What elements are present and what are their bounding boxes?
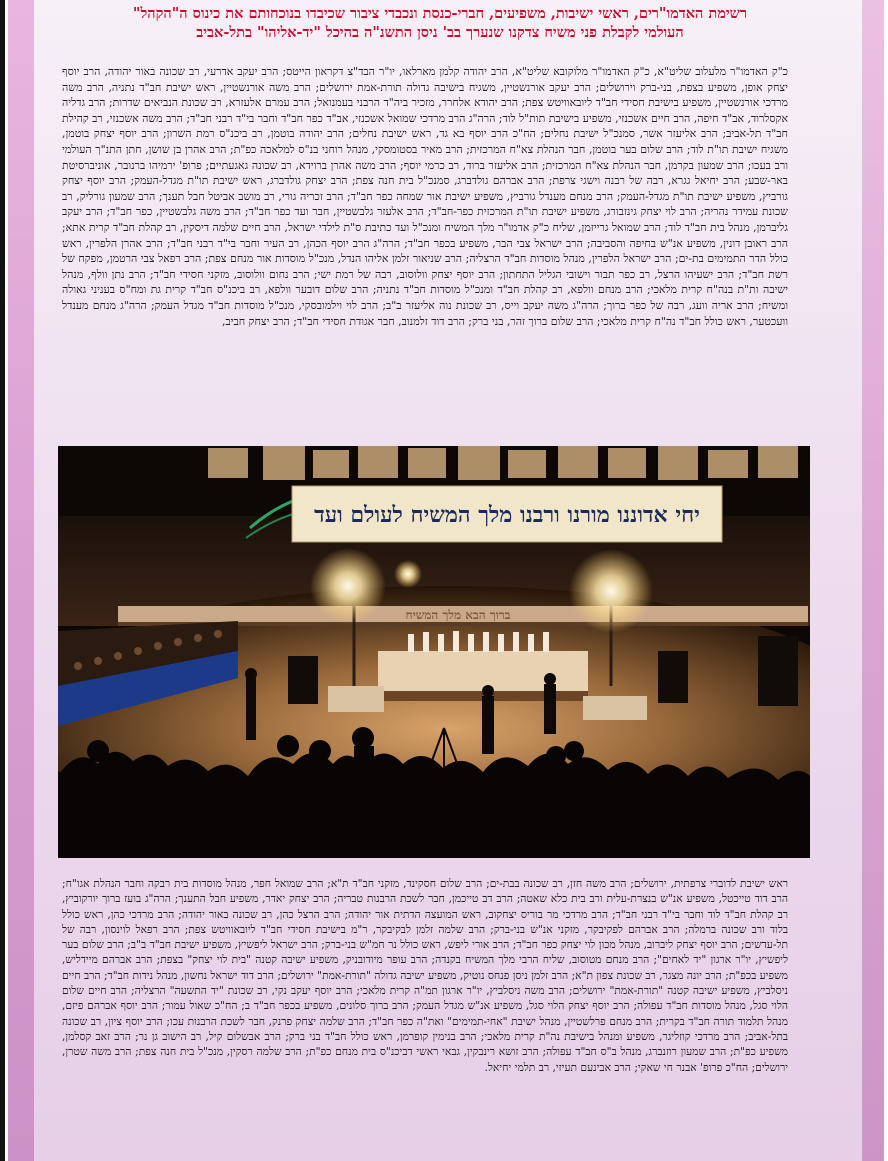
left-decorative-stripe <box>8 0 34 1161</box>
stage-light-left <box>310 548 386 624</box>
attendees-list-top: כ"ק האדמו"ר מלעלוב שליט"א, כ"ק האדמו"ר מלוקובא שליט"א, הרב יהודה קלמן מארלאו, יו"ר הבד"צ דקראון הייטס; הרב יעקב אדרעי, רב שכונה באור יהודה, הרב יוסף יצחק אופן, משפיע בצפת, בני-ברק וירושלים; הרב יעקב אורנשטיין, משגיח בישיבה גדולה תורת-אמת ירושלים; הרב משה אורנשטיין, ראש ישיבת חב"ד נתניה, הרב משה מרדכי אורנשטיין, משפיע בישיבת חסידי חב"ד ליובאוויטש צפת; הרב יהודא אלחרר, מזכיר ביה"ד הרבני בעמנואל; הרב עמרם אלעזרא, רב שכונת הנביאים שדרות; הרב גדליה אקסלרוד, אב"ד חיפה, הרב חיים אשכנזי, משפיע בישיבת תות"ל לוד; הרה"ג הרב מרדכי שמואל אשכנזי, אב"ד כפר חב"ד וחבר בי"ד רבני חב"ד; הרב משה אשכנזי, רב קהילת חב"ד תל-אביב; הרב אליעזר אשר, סמנכ"ל ישיבת נחלים; הח"כ הרב יוסף בא גד, ראש ישיבת נחלים; הרב יהודה בוטמן, רב ביכנ"ס רמת השרון; הרב יוסף יצחק בוטמן, משגיח ישיבת תו"ת לוד; הרב שלום בער בוטמן, חבר הנהלת צא"ח המרכזית; הרב מאיר בסטומסקי, מנהל רוחני בנ"ס למלאכה כפ"ת; הרב אהרן בן שושן, חתן התנ"ך העולמי ורב בעכו; הרב שמעון בקרמן, חבר הנהלת צא"ח המרכזית; הרב אליעזר ברוד, רב כרמי יוסף; הרב משה אהרן ברוידא, רב שכונה גאגעתיים; פרופ' ירמיהו ברנובר, אוניברסיטת באר-שבע; הרב יחיאל גגרא, רבה של רבנה וישגי צרפת; הרב אברהם גולדברג, סמנכ"ל בית חנה צפת; הרב יצחק גולדברג, ראש ישיבת תו"ת מגדל-העמק; הרב יוסף יצחק גורביץ, משפיע ישיבת תו"ת מגדל-העמק; הרב מנחם מענדל גורביץ, משפיע ישיבת אור שמחה כפר חב"ד; הרב זכריה גורי, רב מושב אביטל חבל תענך; הרב שמעון גורליק, רב שכונת עמידר נהריה; הרב לוי יצחק גינזבורג, משפיע ישיבת תו"ת המרכזית כפר-חב"ד; הרב אלעזר גלבשטיין, חבר ועד כפר חב"ד; הרב משה גלבשטיין, כפר חב"ד; הרב יעקב גליברמן, מנהל בית חב"ד לוד; הרב שמואל גרייזמן, שליח כ"ק אדמו"ר מלך המשיח ומנכ"ל ועד כתיבת ס"ת לילדי ישראל, הרב חיים שלמה דיסקין, רב קהלת חב"ד קרית אתא; הרב ראובן דונין, משפיע אנ"ש בחיפה והסביבה; הרב ישראל צבי הבר, משפיע בכפר חב"ד; הרה"ג הרב יוסף הכהן, רב העיר וחבר בי"ד רבני חב"ד; הרב אהרן הלפרין, ראש כולל הדר התמימים בת-ים; הרב ישראל הלפרין, מנהל מוסדות חב"ד הרצליה; הרב שניאור זלמן אליהו הנדל, מנכ"ל מוסדות אור מנחם צפת; הרב רפאל צבי הרטמן, מפקח של רשת חב"ד; הרב ישעיהו הרצל, רב כפר תבור וישובי הגליל התחתון; הרב יוסף יצחק וולוסוב, רבה של רמת ישי; הרב נחום וולוסוב, מזקני חסידי חב"ד; הרב נתן וולף, מנהל ישיבה ות"ת בנה"ח קרית מלאכי; הרב מנחם וולפא, רב קהלת חב"ד ומנכ"ל מוסדות חב"ד נתניה; הרב שלום דובער וולפא, רב ביכנ"ס חב"ד קרית גת ומח"ס בעניני גאולה ומשיח; הרב אריה וועג, רבה של כפר ברוך; הרה"ג משה יעקב וייס, רב שכונת נוה אליעזר ב"ב; הרב לוי וילמובסקי, מנכ"ל מוסדות חב"ד מגדל העמק; הרה"ג מנחם מענדל וועכטער, ראש כולל חב"ד נה"ח קרית מלאכי; הרב שלום ברוך זהר, בני ברק; הרב דוד זלמנוב, חבר אגודת חסידי חב"ד; הרב יצחק חביב, <box>62 65 788 328</box>
scan-edge <box>0 0 5 1161</box>
right-decorative-stripe <box>862 0 884 1161</box>
hall-banner <box>292 486 722 542</box>
event-photo <box>58 446 810 858</box>
stage-light-right <box>569 549 653 633</box>
header-line-1: רשימת האדמו"רים, ראשי ישיבות, משפיעים, חברי-כנסת ונכבדי ציבור שכיבדו בנוכחותם את כינוס ה"הקהל" <box>132 5 748 22</box>
header-line-2: העולמי לקבלת פני משיח צדקנו שנערך בב' ניסן התשנ"ה בהיכל "יד-אליהו" בתל-אביב <box>196 24 684 41</box>
page-header <box>40 4 840 42</box>
rail-sign: ברוך הבא מלך המשיח <box>405 608 511 622</box>
attendees-list-bottom: ראש ישיבת לדוברי צרפתית, ירושלים; הרב משה חזן, רב שכונה בבת-ים; הרב שלום חסקינד, מזקני חב"ד ת"א; הרב שמואל חפר, מנהל מוסדות בית רבקה וחבר הנהלת אגו"ח; הרב דוד טייכטל, משפיע אנ"ש בנצרת-עלית ורב בית כלא שאטה; הרב דב טייכמן, חבר לשכת הרבנות טבריה; הרב יצחק יאדר, משפיע חבל התענך; הרה"ג בועז ברוך יורקוביץ, רב קהלת חב"ד לוד וחבר בי"ד רבני חב"ד; הרב מרדכי מר בוריס יצחקוב, ראש המועצה הדתית אור יהודה; הרב הרצל כהן, רב שכונה באור יהודה; הרב מרדכי כהן, ראש כולל בלוד ורב שכונה ברמלה; הרב אברהם לפקיבקר, מזקני אנ"ש בני-ברק; הרב שלמה זלמן לבקיבקר, ר"מ בישיבת חסידי חב"ד ליובאוויטש צפת; הרב רפאל לוינסון, רבה של תל-עדשים; הרב יוסף יצחק ליברוב, מנהל מכון לוי יצחק כפר חב"ד; הרב אורי ליפש, ראש כולל נר חמ"ש בני-ברק; הרב ישראל ליפשיץ, משפיע ישיבת חב"ד ב"ב; הרב שלום בער ליפשיץ, יו"ר ארגון "יד לאחים"; הרב מנחם מטוסוב, שליח הרבי מלך המשיח בקנדה; הרב עופר מיודובניק, משפיע ישיבה קטנה "בית לוי יצחק" בצפת; הרב אברהם מיידליש, משפיע בכפ"ת; הרב יונה מצגר, רב שכונת צפון ת"א; הרב זלמן ניסן פנחס נוטיק, משפיע ישיבה גדולה "תורת-אמת" ירושלים; הרב דוד ישראל נחשון, מנהל נידות חב"ד; הרב חיים ניסלביץ, משפיע ישיבה קטנה "תורת-אמת" ירושלים; הרב משה ניסלביץ, יו"ר ארגון תמ"ה קרית מלאכי; הרב יוסף יעקב נקי, רב שכונת "יד התשעה" הרצליה; הרב חיים שלום הלוי סגל, מנהל מוסדות חב"ד עפולה; הרב יוסף יצחק הלוי סגל, משפיע אנ"ש מגדל העמק; הרב ברוך סלונים, משפיע בכפר חב"ד ב; הח"כ שאול עמור; הרב יוסף אברהם פיזם, מנהל תלמוד תורה חב"ד בקרית; הרב מנחם פרלשטיין, מנהל ישיבת "אחי-תמימים" ואת"ה כפר חב"ד; הרב שלמה יצחק פרנק, חבר לשכת הרבנות עכו; הרב יוסף ציון, רב שכונה בתל-אביב; הרב מרדכי קוזליגר, משפיע ומנהל בישיבת נה"ת קרית מלאכי; הרב בנימין קופרמן, ראש כולל חב"ד בני ברק; הרב אבשלום קיל, רב הישוב גן נר; הרב זאב קסלמן, משפיע כפ"ת; הרב שמעון רוזנברג, מנהל ב"ס חב"ד עפולה; הרב זושא רינבקין, גבאי ראשי דביכנ"ס בית מנחם כפ"ת; הרב שלמה רסקין, מנכ"ל בית חנה צפת; הרב משה שטרן, ירושלים; הח"כ פרופ' אבנר חי שאקי; הרב אבינעם תעיזי, רב תלמי יחיאל. <box>62 877 788 1074</box>
banner-text: יחי אדוננו מורנו ורבנו מלך המשיח לעולם ועד <box>314 502 700 528</box>
